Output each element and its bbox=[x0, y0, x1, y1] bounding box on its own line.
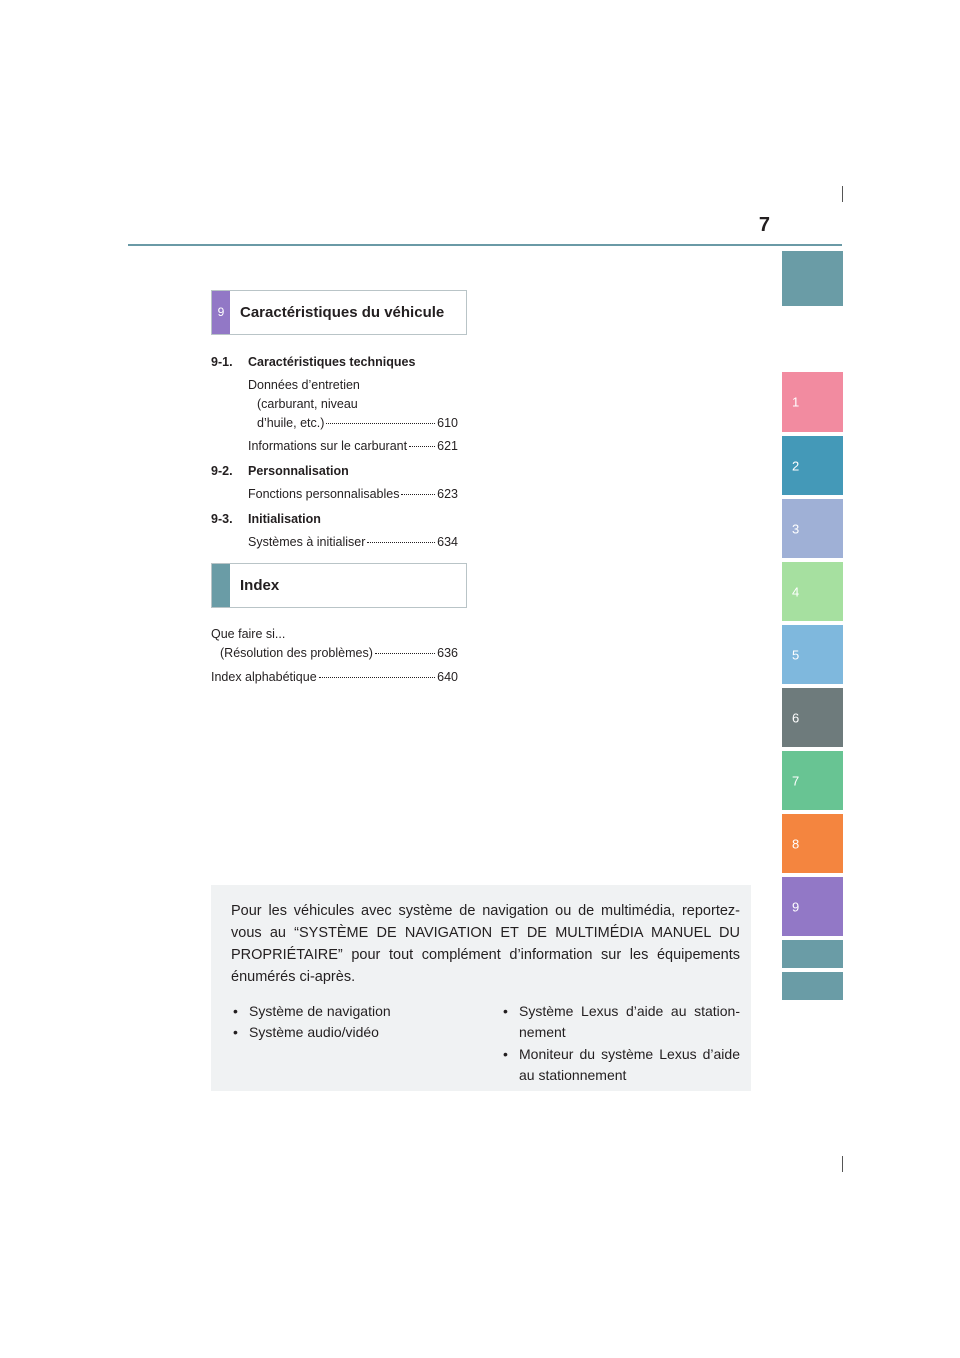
chapter-tab-label: 3 bbox=[792, 521, 800, 536]
bullet-item bbox=[503, 1044, 741, 1086]
bullet-dot: • bbox=[503, 1046, 508, 1062]
toc-entry-text: Informations sur le carburant bbox=[248, 439, 408, 453]
toc-leader-dots bbox=[401, 494, 435, 495]
section-9-number: 9 bbox=[212, 291, 230, 334]
bullet-text: Moniteur du système Lexus d’aide au stationnement bbox=[519, 1046, 740, 1083]
toc-page-number: 621 bbox=[437, 439, 458, 453]
chapter-tab-4[interactable] bbox=[782, 562, 843, 621]
subsection-9-3-title: Initialisation bbox=[248, 512, 321, 526]
chapter-tab-6[interactable] bbox=[782, 688, 843, 747]
toc-entry-systemes-initialiser[interactable] bbox=[248, 535, 458, 549]
chapter-tab-label: 8 bbox=[792, 836, 800, 851]
header-rule bbox=[128, 244, 842, 246]
toc-entry-text[interactable]: (carburant, niveau bbox=[257, 397, 358, 411]
bullet-dot: • bbox=[233, 1024, 238, 1040]
index-title: Index bbox=[240, 577, 280, 594]
crop-mark-bottom bbox=[842, 1156, 843, 1172]
chapter-tab-5[interactable] bbox=[782, 625, 843, 684]
toc-entry-text: Fonctions personnalisables bbox=[248, 487, 400, 501]
toc-page-number: 640 bbox=[437, 670, 458, 684]
bullet-text: Système Lexus d’aide au station-nement bbox=[519, 1003, 740, 1040]
subsection-9-1-title: Caractéristiques techniques bbox=[248, 355, 416, 369]
index-color-bar bbox=[212, 564, 230, 607]
index-header bbox=[211, 563, 467, 608]
chapter-tab-label: 5 bbox=[792, 647, 800, 662]
toc-entry-text: Systèmes à initialiser bbox=[248, 535, 366, 549]
chapter-tab-bottom-2[interactable] bbox=[782, 972, 843, 1000]
toc-entry-resolution-problemes[interactable] bbox=[220, 646, 458, 660]
toc-leader-dots bbox=[375, 653, 435, 654]
toc-page-number: 610 bbox=[437, 416, 458, 430]
chapter-tab-label: 2 bbox=[792, 458, 800, 473]
chapter-tab-label: 7 bbox=[792, 773, 800, 788]
toc-entry-index-alphabetique[interactable] bbox=[211, 670, 458, 684]
bullet-item bbox=[503, 1001, 741, 1043]
subsection-9-1-number: 9-1. bbox=[211, 355, 233, 369]
chapter-tab-1[interactable] bbox=[782, 372, 843, 432]
chapter-tab-2[interactable] bbox=[782, 436, 843, 495]
toc-entry-text[interactable]: Que faire si... bbox=[211, 627, 286, 641]
toc-entry-donnees-entretien[interactable] bbox=[257, 416, 458, 430]
chapter-tab-7[interactable] bbox=[782, 751, 843, 810]
section-9-header bbox=[211, 290, 467, 335]
toc-page-number: 623 bbox=[437, 487, 458, 501]
chapter-tab-label: 1 bbox=[792, 394, 800, 410]
bullet-text: Système de navigation bbox=[249, 1003, 391, 1019]
toc-entry-text: d’huile, etc.) bbox=[257, 416, 325, 430]
toc-leader-dots bbox=[326, 423, 435, 424]
toc-entry-text[interactable]: Données d’entretien bbox=[248, 378, 360, 392]
toc-page-number: 636 bbox=[437, 646, 458, 660]
bullet-dot: • bbox=[503, 1003, 508, 1019]
chapter-tab-9[interactable] bbox=[782, 877, 843, 936]
chapter-tab-bottom-1[interactable] bbox=[782, 940, 843, 968]
toc-leader-dots bbox=[319, 677, 435, 678]
navigation-note-box bbox=[211, 885, 751, 1091]
chapter-tab-label: 4 bbox=[792, 584, 800, 599]
note-paragraph: Pour les véhicules avec système de navigation ou de multimédia, reportez-vous au “SYSTÈME DE NAVIGATION ET DE MULTIMÉDIA MANUEL DU PROPRIÉTAIRE” pour tout complément d’information sur les équipements énumérés ci-après. bbox=[231, 903, 740, 985]
subsection-9-3-number: 9-3. bbox=[211, 512, 233, 526]
chapter-tab-label: 6 bbox=[792, 710, 800, 725]
page-number: 7 bbox=[758, 214, 770, 236]
toc-entry-text: (Résolution des problèmes) bbox=[220, 646, 373, 660]
crop-mark-top bbox=[842, 186, 843, 202]
subsection-9-2-title: Personnalisation bbox=[248, 464, 349, 478]
section-9-title: Caractéristiques du véhicule bbox=[240, 304, 445, 321]
chapter-tab-3[interactable] bbox=[782, 499, 843, 558]
toc-entry-fonctions-personnalisables[interactable] bbox=[248, 487, 458, 501]
toc-leader-dots bbox=[367, 542, 435, 543]
chapter-tab-8[interactable] bbox=[782, 814, 843, 873]
bullet-text: Système audio/vidéo bbox=[249, 1024, 379, 1040]
chapter-tab-label: 9 bbox=[792, 899, 800, 914]
toc-entry-text: Index alphabétique bbox=[211, 670, 317, 684]
toc-page-number: 634 bbox=[437, 535, 458, 549]
chapter-tab-top[interactable] bbox=[782, 251, 843, 306]
toc-entry-informations-carburant[interactable] bbox=[248, 439, 458, 453]
bullet-dot: • bbox=[233, 1003, 238, 1019]
toc-leader-dots bbox=[409, 446, 435, 447]
subsection-9-2-number: 9-2. bbox=[211, 464, 233, 478]
